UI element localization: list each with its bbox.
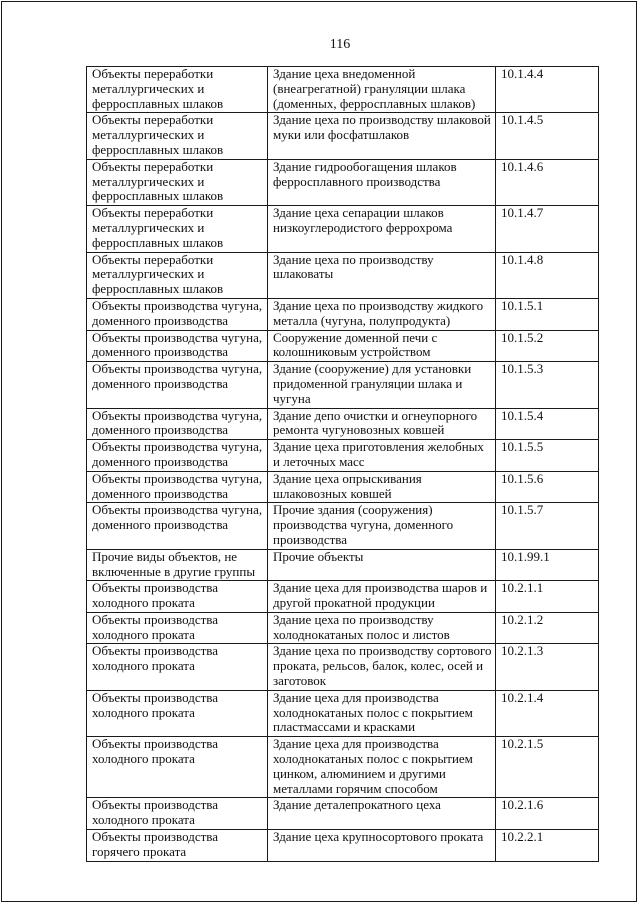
object-group-cell: Объекты производства чугуна, доменного производства bbox=[87, 298, 268, 330]
table-row bbox=[87, 330, 599, 362]
table-row bbox=[87, 612, 599, 644]
object-code-cell: 10.1.5.5 bbox=[496, 440, 599, 472]
object-name-cell: Здание цеха для производства холоднокатаных полос с покрытием пластмассами и красками bbox=[268, 690, 496, 736]
object-code-cell: 10.2.1.1 bbox=[496, 581, 599, 613]
object-name-cell: Здание цеха крупносортового проката bbox=[268, 830, 496, 862]
object-code-cell: 10.1.5.2 bbox=[496, 330, 599, 362]
object-name-cell: Прочие здания (сооружения) производства чугуна, доменного производства bbox=[268, 503, 496, 549]
object-code-cell: 10.2.1.5 bbox=[496, 737, 599, 798]
object-name-cell: Здание цеха для производства шаров и другой прокатной продукции bbox=[268, 581, 496, 613]
page-number: 116 bbox=[329, 37, 351, 52]
object-code-cell: 10.2.1.3 bbox=[496, 644, 599, 690]
object-name-cell: Здание депо очистки и огнеупорного ремонта чугуновозных ковшей bbox=[268, 408, 496, 440]
object-name-cell: Здание цеха для производства холоднокатаных полос с покрытием цинком, алюминием и другими металлами горячим способом bbox=[268, 737, 496, 798]
table-row bbox=[87, 67, 599, 113]
table-row bbox=[87, 408, 599, 440]
table-row bbox=[87, 503, 599, 549]
object-group-cell: Объекты производства чугуна, доменного производства bbox=[87, 471, 268, 503]
object-code-cell: 10.1.5.7 bbox=[496, 503, 599, 549]
table-row bbox=[87, 581, 599, 613]
object-name-cell: Прочие объекты bbox=[268, 549, 496, 581]
object-code-cell: 10.2.1.2 bbox=[496, 612, 599, 644]
object-group-cell: Объекты производства чугуна, доменного производства bbox=[87, 362, 268, 408]
table-row bbox=[87, 471, 599, 503]
object-group-cell: Объекты производства холодного проката bbox=[87, 612, 268, 644]
object-group-cell: Прочие виды объектов, не включенные в другие группы bbox=[87, 549, 268, 581]
object-group-cell: Объекты производства холодного проката bbox=[87, 690, 268, 736]
object-name-cell: Здание гидрообогащения шлаков ферросплавного производства bbox=[268, 159, 496, 205]
object-group-cell: Объекты переработки металлургических и ферросплавных шлаков bbox=[87, 206, 268, 252]
object-code-cell: 10.1.5.3 bbox=[496, 362, 599, 408]
object-group-cell: Объекты производства чугуна, доменного производства bbox=[87, 503, 268, 549]
object-group-cell: Объекты производства чугуна, доменного производства bbox=[87, 440, 268, 472]
object-group-cell: Объекты переработки металлургических и ферросплавных шлаков bbox=[87, 159, 268, 205]
object-name-cell: Здание цеха по производству шлаковаты bbox=[268, 252, 496, 298]
object-group-cell: Объекты переработки металлургических и ферросплавных шлаков bbox=[87, 67, 268, 113]
object-group-cell: Объекты производства чугуна, доменного производства bbox=[87, 408, 268, 440]
object-code-cell: 10.1.4.7 bbox=[496, 206, 599, 252]
object-group-cell: Объекты переработки металлургических и ферросплавных шлаков bbox=[87, 252, 268, 298]
table-body bbox=[87, 67, 599, 862]
table-row bbox=[87, 690, 599, 736]
object-name-cell: Здание (сооружение) для установки придоменной грануляции шлака и чугуна bbox=[268, 362, 496, 408]
table-row bbox=[87, 798, 599, 830]
object-code-cell: 10.1.5.1 bbox=[496, 298, 599, 330]
object-code-cell: 10.1.5.4 bbox=[496, 408, 599, 440]
object-group-cell: Объекты переработки металлургических и ферросплавных шлаков bbox=[87, 113, 268, 159]
object-name-cell: Здание цеха внедоменной (внеагрегатной) грануляции шлака (доменных, ферросплавных шлаков) bbox=[268, 67, 496, 113]
object-name-cell: Здание цеха по производству холоднокатаных полос и листов bbox=[268, 612, 496, 644]
object-code-cell: 10.2.1.4 bbox=[496, 690, 599, 736]
object-name-cell: Здание цеха по производству шлаковой муки или фосфатшлаков bbox=[268, 113, 496, 159]
object-name-cell: Сооружение доменной печи с колошниковым устройством bbox=[268, 330, 496, 362]
object-group-cell: Объекты производства холодного проката bbox=[87, 644, 268, 690]
table-row bbox=[87, 113, 599, 159]
object-name-cell: Здание цеха опрыскивания шлаковозных ковшей bbox=[268, 471, 496, 503]
classification-table bbox=[86, 66, 599, 862]
table-row bbox=[87, 252, 599, 298]
table-row bbox=[87, 206, 599, 252]
table-row bbox=[87, 644, 599, 690]
object-code-cell: 10.1.4.5 bbox=[496, 113, 599, 159]
object-name-cell: Здание цеха по производству жидкого металла (чугуна, полупродукта) bbox=[268, 298, 496, 330]
table-row bbox=[87, 159, 599, 205]
object-code-cell: 10.1.5.6 bbox=[496, 471, 599, 503]
table-row bbox=[87, 440, 599, 472]
object-code-cell: 10.1.4.8 bbox=[496, 252, 599, 298]
object-group-cell: Объекты производства чугуна, доменного производства bbox=[87, 330, 268, 362]
object-code-cell: 10.1.4.6 bbox=[496, 159, 599, 205]
object-name-cell: Здание деталепрокатного цеха bbox=[268, 798, 496, 830]
table-row bbox=[87, 298, 599, 330]
object-group-cell: Объекты производства холодного проката bbox=[87, 737, 268, 798]
object-group-cell: Объекты производства горячего проката bbox=[87, 830, 268, 862]
object-group-cell: Объекты производства холодного проката bbox=[87, 798, 268, 830]
object-code-cell: 10.2.2.1 bbox=[496, 830, 599, 862]
object-code-cell: 10.2.1.6 bbox=[496, 798, 599, 830]
object-name-cell: Здание цеха приготовления желобных и леточных масс bbox=[268, 440, 496, 472]
object-code-cell: 10.1.4.4 bbox=[496, 67, 599, 113]
object-code-cell: 10.1.99.1 bbox=[496, 549, 599, 581]
object-group-cell: Объекты производства холодного проката bbox=[87, 581, 268, 613]
object-name-cell: Здание цеха сепарации шлаков низкоуглеродистого феррохрома bbox=[268, 206, 496, 252]
table-row bbox=[87, 549, 599, 581]
table-row bbox=[87, 830, 599, 862]
table-row bbox=[87, 737, 599, 798]
object-name-cell: Здание цеха по производству сортового проката, рельсов, балок, колес, осей и заготовок bbox=[268, 644, 496, 690]
table-row bbox=[87, 362, 599, 408]
